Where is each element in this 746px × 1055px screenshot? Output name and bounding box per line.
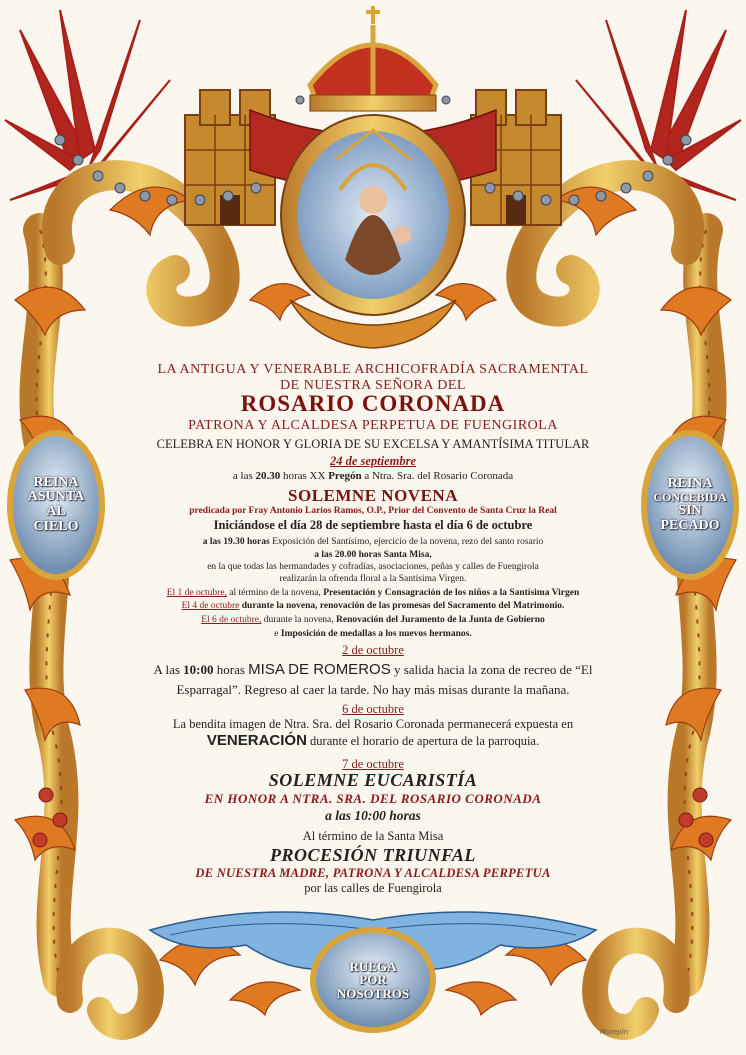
medallion-bottom-line: RUEGA [349,958,397,974]
novena-e1-bold: Presentación y Consagración de los niños a la Santísima Virgen [323,588,580,598]
medallion-left-line: CIELO [33,518,79,534]
veneracion-line2-text: durante el horario de apertura de la parroquia. [310,734,540,748]
medallion-bottom [323,945,423,1015]
medallion-right-line: CONCEBIDA [653,490,727,505]
medallion-right-line: SIN [678,502,702,518]
medallion-right-line: PECADO [660,517,720,533]
pregon-bold: Pregón [328,470,362,482]
medallion-bottom-line: POR [359,972,387,988]
virgin-image [281,115,465,315]
romeros-line2: Esparragal”. Regreso al caer la tarde. No hay más misas durante la mañana. [176,682,570,697]
novena-e2-bold: durante la novena, renovación de las promesas del Sacramento del Matrimonio. [241,601,565,611]
romeros-big: MISA DE ROMEROS [248,661,391,678]
medallion-bottom-line: NOSOTROS [336,985,410,1001]
page-title: ROSARIO CORONADA [240,391,506,416]
novena-e3-date: El 6 de octubre, [201,615,262,625]
romeros-post: y salida hacia la zona de recreo de “El [393,662,593,677]
novena-preacher: predicada por Fray Antonio Larios Ramos, O.P., Prior del Convento de Santa Cruz la Real [189,506,557,516]
novena-e1-date: El 1 de octubre, [166,588,227,598]
medallion-left-line: AL [46,504,66,519]
header-line2: DE NUESTRA SEÑORA DEL [280,378,466,393]
eucaristia-time: a las 10:00 horas [325,808,421,823]
novena-e1 [0,588,746,598]
novena-l4: realizarán la ofrenda floral a la Santísima Virgen. [279,574,467,584]
romeros-time: 10:00 [183,662,214,677]
veneracion-line1: La bendita imagen de Ntra. Sra. del Rosario Coronada permanecerá expuesta en [172,717,574,731]
novena-e2 [0,601,746,611]
novena-l1-time: a las 19.30 horas [202,537,270,547]
header-subtitle: PATRONA Y ALCALDESA PERPETUA DE FUENGIROLA [188,418,558,433]
medallion-right-line: REINA [667,475,713,491]
crown-icon [310,6,436,111]
pregon-time: 20.30 [255,470,281,482]
procesion-subtitle: DE NUESTRA MADRE, PATRONA Y ALCALDESA PERPETUA [195,866,551,880]
eucaristia-subtitle: EN HONOR A NTRA. SRA. DEL ROSARIO CORONADA [204,791,542,806]
eucaristia-title: SOLEMNE EUCARISTÍA [268,770,478,790]
romeros-date: 2 de octubre [342,643,404,657]
pregon-line [0,470,746,482]
pregon-pre: a las [232,470,253,482]
eucaristia-date: 7 de octubre [342,757,404,771]
novena-dates: Iniciándose el día 28 de septiembre hasta el día 6 de octubre [213,518,533,532]
romeros-mid: horas [216,662,245,677]
header-celebra: CELEBRA EN HONOR Y GLORIA DE SU EXCELSA Y AMANTÍSIMA TITULAR [156,437,590,451]
medallion-left-line: REINA [33,474,79,490]
novena-e3-mid: durante la novena, [263,615,334,625]
procesion-title: PROCESIÓN TRIUNFAL [270,845,476,865]
novena-e3-bold: Renovación del Juramento de la Junta de Gobierno [336,615,545,625]
pregon-post: a Ntra. Sra. del Rosario Coronada [364,470,514,482]
artist-signature: Morejón [600,1028,629,1036]
novena-l1-rest: Exposición del Santísimo, ejercicio de la novena, rezo del santo rosario [272,537,544,547]
novena-e4-bold: Imposición de medallas a los nuevos hermanos. [280,629,472,639]
pregon-date: 24 de septiembre [329,454,417,468]
novena-l2: a las 20.00 horas Santa Misa, [314,550,432,560]
novena-e4-pre: e [274,629,279,639]
medallion-left-line: ASUNTA [27,489,85,505]
novena-e1-mid: al término de la novena, [229,588,321,598]
novena-title: SOLEMNE NOVENA [288,486,458,505]
veneracion-big: VENERACIÓN [206,732,307,749]
novena-l1 [0,537,746,547]
header-line1: LA ANTIGUA Y VENERABLE ARCHICOFRADÍA SACRAMENTAL [157,362,589,377]
veneracion-line2 [0,732,746,749]
romeros-pre: A las [153,662,180,677]
novena-e4 [0,629,746,639]
romeros-line1 [0,661,746,678]
novena-e3 [0,615,746,625]
eucaristia-after: Al término de la Santa Misa [302,829,444,843]
novena-l3: en la que todas las hermandades y cofradías, asociaciones, peñas y calles de Fuengirola [207,562,539,572]
novena-e2-date: El 4 de octubre [181,601,240,611]
procesion-streets: por las calles de Fuengirola [304,881,442,895]
veneracion-date: 6 de octubre [342,702,404,716]
pregon-mid: horas XX [282,470,326,482]
